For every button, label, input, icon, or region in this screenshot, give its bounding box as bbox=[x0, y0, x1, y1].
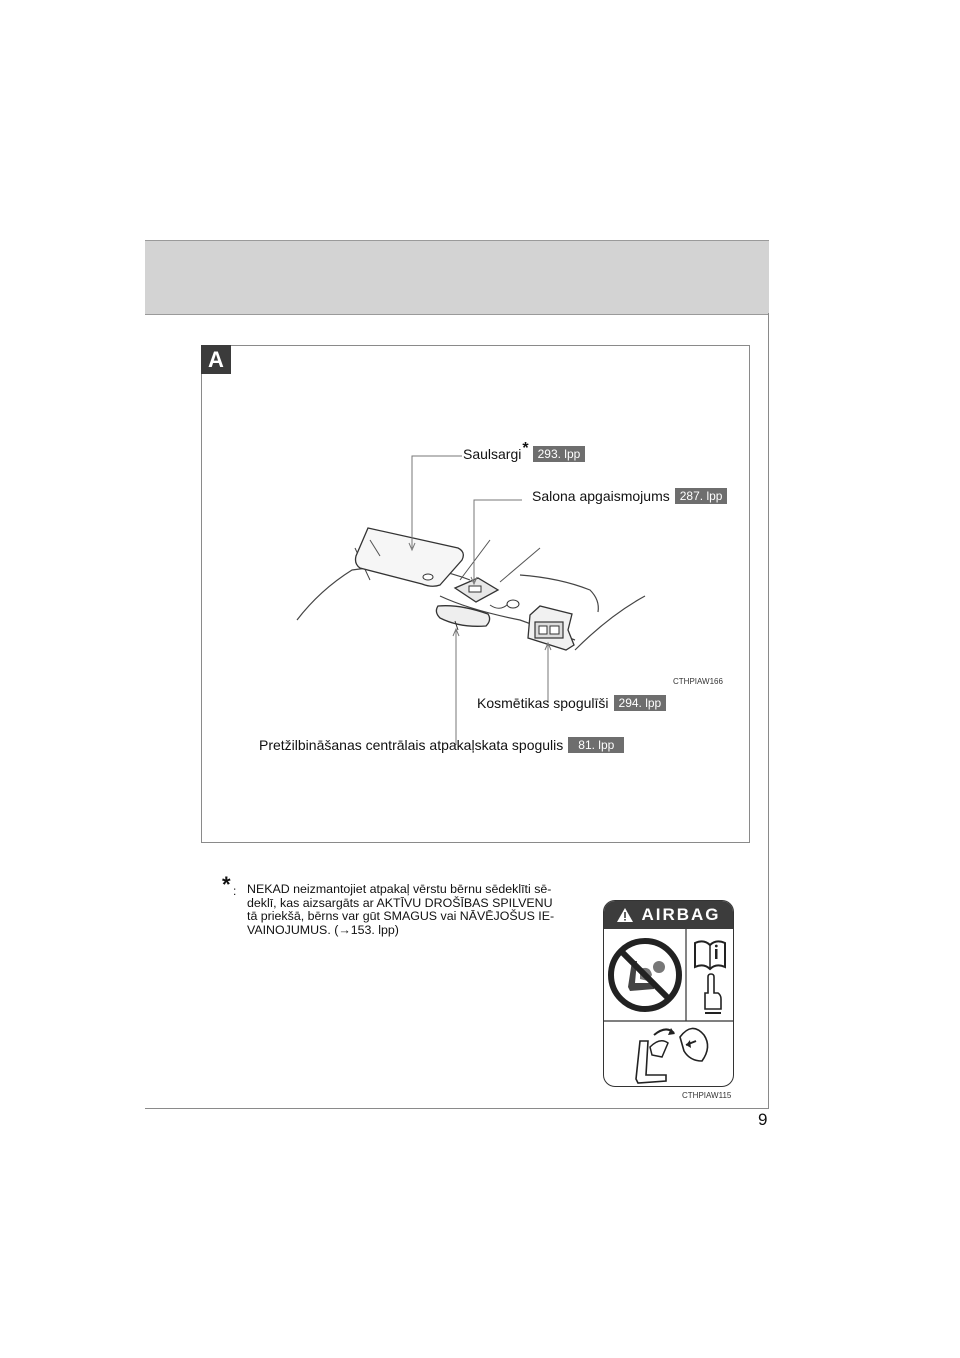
footnote-line: deklī, kas aizsargāts ar AKTĪVU DROŠĪBAS SPILVENU bbox=[247, 895, 553, 910]
section-label: A bbox=[201, 345, 231, 374]
callout-kosmetikas-spogulisi bbox=[477, 695, 666, 711]
manual-book-icon bbox=[695, 941, 725, 969]
roof-line-right bbox=[520, 575, 598, 612]
airbag-warning-label bbox=[603, 900, 734, 1087]
footnote-line: tā priekšā, bērns var gūt SMAGUS vai NĀVĒJOŠUS IE- bbox=[247, 909, 555, 924]
airbag-image-code: CTHPIAW115 bbox=[682, 1091, 732, 1100]
callout-salona-apgaismojums bbox=[532, 488, 727, 504]
callout-saulsargi bbox=[463, 440, 585, 463]
a-pillar-right bbox=[575, 596, 645, 650]
page-number: 9 bbox=[758, 1110, 768, 1129]
callout-label: Salona apgaismojums bbox=[532, 488, 670, 504]
footnote-separator: : bbox=[233, 884, 237, 898]
sunvisor-driver bbox=[356, 528, 464, 586]
callout-label: Kosmētikas spogulīši bbox=[477, 695, 609, 711]
asterisk-marker: * bbox=[522, 440, 529, 457]
page-ref-badge: 294. lpp bbox=[614, 695, 667, 711]
page-ref-badge: 287. lpp bbox=[675, 488, 728, 504]
leader-saulsargi bbox=[412, 456, 462, 548]
callout-atpakalskata-spogulis bbox=[259, 737, 624, 753]
airbag-pictograms bbox=[604, 929, 734, 1086]
no-rear-facing-seat-icon bbox=[611, 941, 679, 1009]
rearview-mirror bbox=[436, 606, 489, 627]
airbag-deploy-icon bbox=[636, 1028, 708, 1083]
footnote-line: VAINOJUMUS. (→153. lpp) bbox=[247, 922, 399, 937]
page-ref-badge: 293. lpp bbox=[533, 446, 586, 462]
callout-label: Pretžilbināšanas centrālais atpakaļskata spogulis bbox=[259, 737, 564, 753]
pointing-hand-icon bbox=[705, 974, 721, 1013]
page-ref-badge: 81. lpp bbox=[568, 737, 624, 753]
footnote-text bbox=[247, 883, 592, 937]
warning-triangle-icon bbox=[616, 907, 634, 923]
footnote-marker: * bbox=[222, 872, 231, 897]
figure-image-code: CTHPIAW166 bbox=[673, 677, 723, 686]
airbag-label-header bbox=[604, 901, 733, 929]
footnote-line: NEKAD neizmantojiet atpakaļ vērstu bērnu sēdeklīti sē- bbox=[247, 882, 552, 896]
callout-label: Saulsargi bbox=[463, 446, 522, 462]
airbag-title: AIRBAG bbox=[641, 905, 721, 924]
